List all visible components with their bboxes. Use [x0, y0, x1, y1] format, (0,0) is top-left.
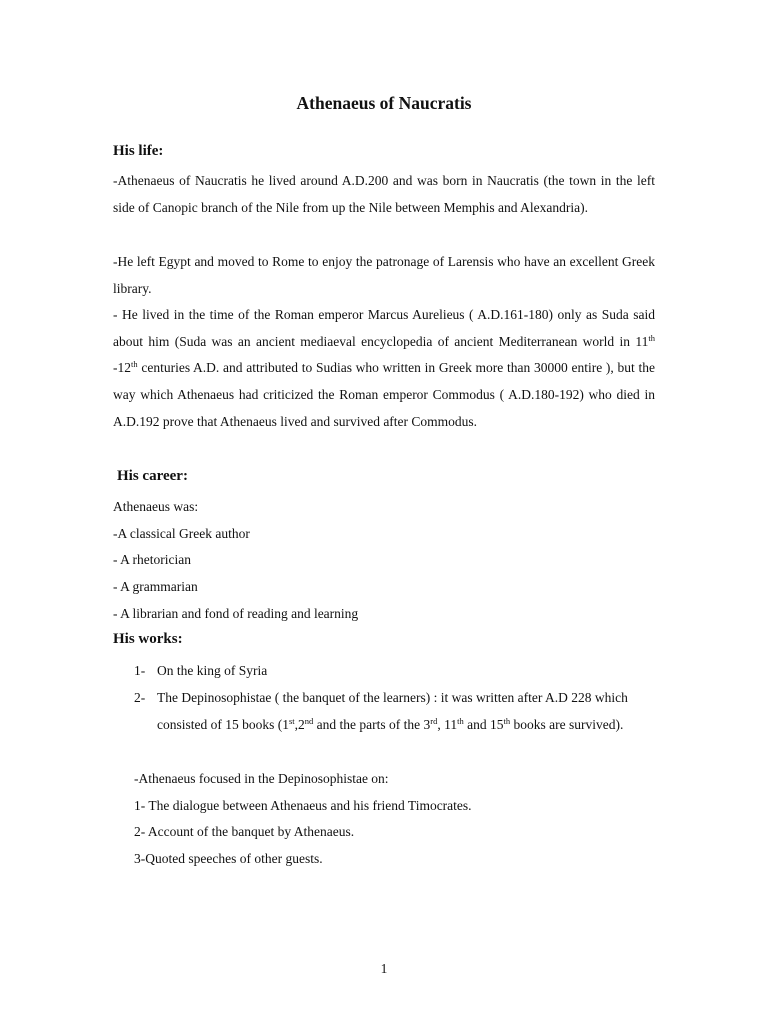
list-number: 2- [134, 690, 146, 705]
career-item: - A grammarian [113, 579, 198, 594]
works-item-2-text-b: ,2 [294, 716, 305, 732]
ordinal-suffix: th [648, 332, 655, 343]
section-heading-life: His life: [113, 143, 164, 159]
works-item-2-text-e: and 15 [463, 716, 504, 732]
document-title: Athenaeus of Naucratis [296, 93, 472, 113]
works-list-item [134, 685, 655, 738]
ordinal-suffix: st [289, 715, 295, 726]
ordinal-suffix: nd [304, 715, 314, 726]
works-item-2-text-c: and the parts of the 3 [313, 716, 431, 732]
ordinal-suffix: rd [430, 715, 438, 726]
works-item-2-text-a: The Depinosophistae ( the banquet of the learners) : it was written after A.D 228 which consisted of 15 books (1 [157, 690, 628, 732]
life-p3-text-c: centuries A.D. and attributed to Sudias who written in Greek more than 30000 entire ), but the way which Athenaeus had criticized the Roman emperor Commodus ( A.D.180-192) who died in A.D.192 prove that Athenaeus lived and survived after Commodus. [113, 360, 655, 429]
life-paragraph-3 [113, 302, 655, 436]
list-text [157, 685, 655, 738]
career-item: - A rhetorician [113, 552, 191, 567]
works-focus-item: 1- The dialogue between Athenaeus and his friend Timocrates. [134, 798, 472, 813]
ordinal-suffix: th [457, 715, 464, 726]
works-focus-intro: -Athenaeus focused in the Depinosophistae on: [134, 771, 389, 786]
life-p3-text-a: - He lived in the time of the Roman emperor Marcus Aurelieus ( A.D.161-180) only as Suda said about him (Suda was an ancient mediaeval encyclopedia of ancient Mediterranean world in 11 [113, 307, 655, 349]
life-paragraph-1: -Athenaeus of Naucratis he lived around A.D.200 and was born in Naucratis (the town in the left side of Canopic branch of the Nile from up the Nile between Memphis and Alexandria). [113, 173, 655, 215]
list-text: On the king of Syria [157, 663, 268, 678]
works-list-item [134, 658, 655, 685]
career-item: - A librarian and fond of reading and learning [113, 606, 359, 621]
page-number: 1 [380, 961, 388, 976]
ordinal-suffix: th [131, 359, 138, 370]
list-number: 1- [134, 663, 146, 678]
life-p3-text-b: -12 [113, 360, 131, 376]
life-paragraph-2: -He left Egypt and moved to Rome to enjoy the patronage of Larensis who have an excellent Greek library. [113, 254, 655, 296]
works-item-2-text-f: books are survived). [510, 716, 624, 732]
works-focus-item: 3-Quoted speeches of other guests. [134, 851, 323, 866]
ordinal-suffix: th [503, 715, 511, 726]
section-heading-career: His career: [117, 468, 188, 484]
works-focus-item: 2- Account of the banquet by Athenaeus. [134, 824, 355, 839]
career-item: -A classical Greek author [113, 526, 250, 541]
works-item-2-text-d: , 11 [437, 716, 458, 732]
section-heading-works: His works: [113, 631, 183, 647]
career-intro: Athenaeus was: [113, 499, 199, 514]
